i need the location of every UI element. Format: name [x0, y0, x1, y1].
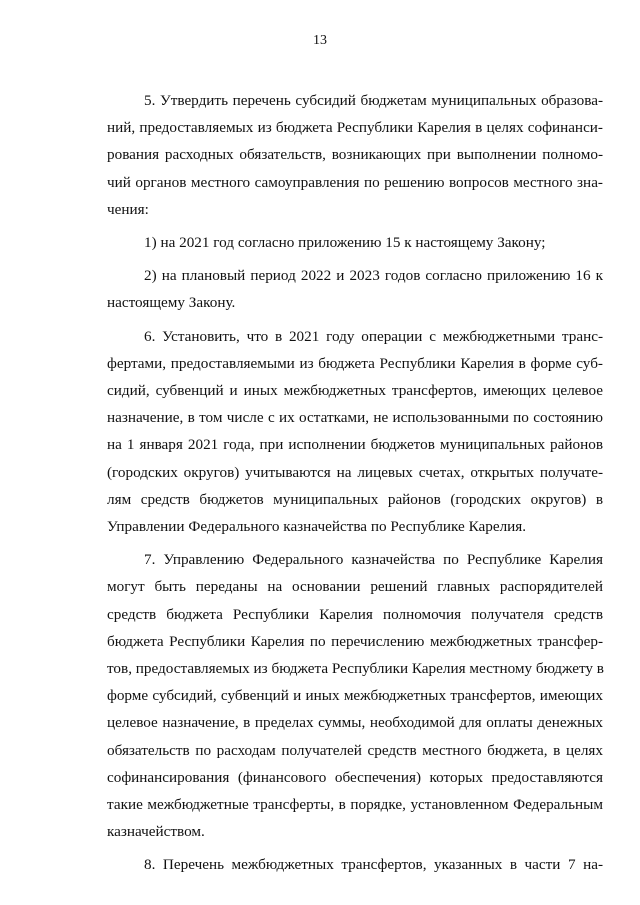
- list-item-1: [107, 229, 603, 256]
- text-line: такие межбюджетные трансферты, в порядке, установленном Федеральным: [107, 796, 603, 814]
- text-line: Управлении Федерального казначейства по Республике Карелия.: [107, 518, 527, 536]
- text-line: бюджета Республики Карелия по перечислению межбюджетных трансфер-: [107, 632, 603, 650]
- text-line: казначейством.: [107, 823, 205, 841]
- text-line: лям средств бюджетов муниципальных районов (городских округов) в: [107, 490, 603, 508]
- text-line: фертами, предоставляемыми из бюджета Республики Карелия в форме суб-: [107, 354, 603, 372]
- text-line: сидий, субвенций и иных межбюджетных трансфертов, имеющих целевое: [107, 382, 603, 400]
- text-line: 1) на 2021 год согласно приложению 15 к настоящему Закону;: [144, 234, 546, 252]
- text-line: 5. Утвердить перечень субсидий бюджетам муниципальных образова-: [144, 92, 603, 109]
- paragraph-8: [107, 851, 603, 878]
- text-line: рования расходных обязательств, возникающих при выполнении полномо-: [107, 146, 603, 164]
- document-body: [107, 87, 603, 879]
- text-line: назначение, в том числе с их остатками, не использованными по состоянию: [107, 409, 603, 427]
- page-number: 13: [313, 33, 327, 48]
- paragraph-5: [107, 87, 603, 223]
- text-line: могут быть переданы на основании решений главных распорядителей: [107, 578, 603, 596]
- text-line: целевое назначение, в пределах суммы, необходимой для оплаты денежных: [107, 714, 603, 732]
- text-line: 7. Управлению Федерального казначейства по Республике Карелия: [144, 551, 603, 569]
- text-line: ний, предоставляемых из бюджета Республики Карелия в целях софинанси-: [107, 119, 603, 137]
- text-line: 6. Установить, что в 2021 году операции с межбюджетными транс-: [144, 327, 603, 345]
- text-line: на 1 января 2021 года, при исполнении бюджетов муниципальных районов: [107, 436, 603, 454]
- text-line: чий органов местного самоуправления по решению вопросов местного зна-: [107, 173, 603, 191]
- text-line: тов, предоставляемых из бюджета Республики Карелия местному бюджету в: [107, 660, 604, 678]
- text-line: настоящему Закону.: [107, 294, 236, 312]
- text-line: обязательств по расходам получателей средств местного бюджета, в целях: [107, 741, 603, 759]
- text-line: софинансирования (финансового обеспечения) которых предоставляются: [107, 768, 603, 786]
- text-line: чения:: [107, 200, 149, 218]
- list-item-2: [107, 262, 603, 316]
- paragraph-6: [107, 323, 603, 541]
- text-line: (городских округов) учитываются на лицевых счетах, открытых получате-: [107, 463, 603, 481]
- text-line: 8. Перечень межбюджетных трансфертов, указанных в части 7 на-: [144, 856, 603, 874]
- text-line: 2) на плановый период 2022 и 2023 годов согласно приложению 16 к: [144, 267, 603, 285]
- text-line: форме субсидий, субвенций и иных межбюджетных трансфертов, имеющих: [107, 687, 603, 705]
- paragraph-7: [107, 546, 603, 845]
- text-line: средств бюджета Республики Карелия полномочия получателя средств: [107, 605, 603, 623]
